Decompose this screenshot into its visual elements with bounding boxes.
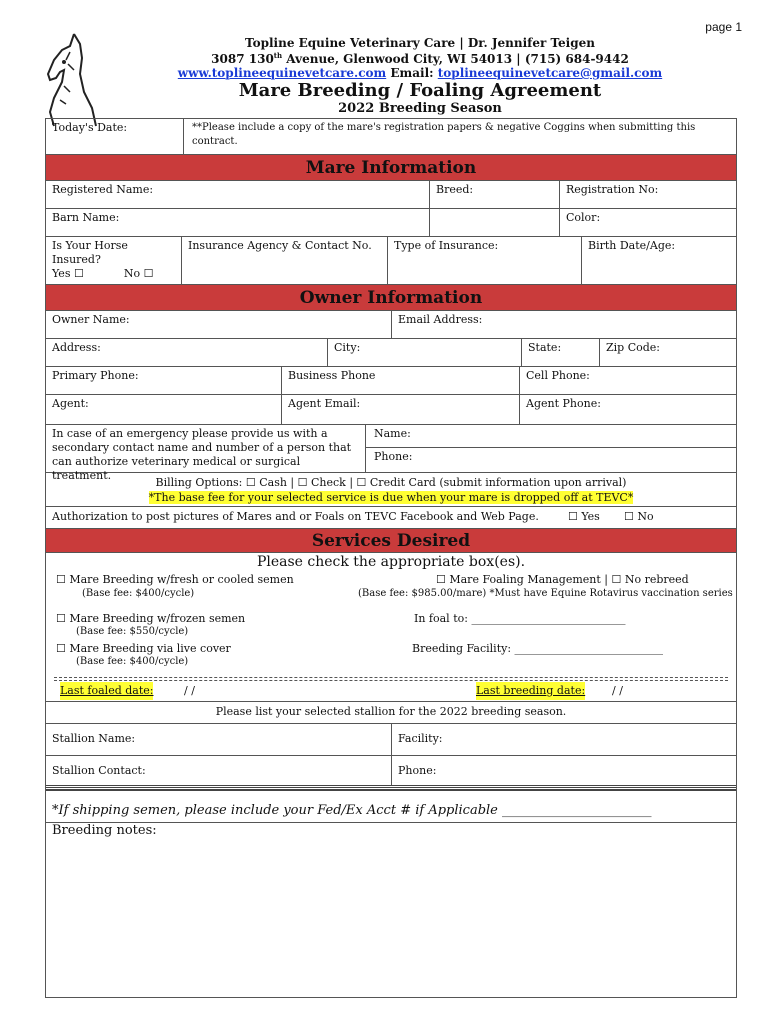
last-breeding-label: Last breeding date: xyxy=(476,682,585,700)
in-foal-to-field[interactable]: In foal to: ____________________________ xyxy=(414,612,626,625)
email-link[interactable]: toplineequinevetcare@gmail.com xyxy=(437,66,663,80)
dashed-divider xyxy=(54,677,728,678)
auth-no-checkbox[interactable]: ☐ No xyxy=(624,510,654,523)
stallion-facility-field[interactable]: Facility: xyxy=(398,732,443,745)
cell-phone-field[interactable]: Cell Phone: xyxy=(526,369,590,382)
breed-field[interactable]: Breed: xyxy=(430,181,560,208)
color-field[interactable]: Color: xyxy=(566,211,601,224)
last-breeding-field[interactable]: / / xyxy=(612,684,623,697)
stallion-prompt: Please list your selected stallion for the 2022 breeding season. xyxy=(46,702,736,724)
services-block xyxy=(46,553,736,695)
mare-row-1 xyxy=(46,181,736,209)
registration-no-field[interactable]: Registration No: xyxy=(566,183,659,196)
todays-date-field[interactable]: Today's Date: xyxy=(46,119,184,154)
authorization-row xyxy=(46,507,736,529)
owner-row-4 xyxy=(46,395,736,425)
registered-name-field[interactable]: Registered Name: xyxy=(46,181,430,208)
foaling-fee: (Base fee: $985.00/mare) *Must have Equine Rotavirus vaccination series xyxy=(358,588,733,599)
mare-row-3 xyxy=(46,237,736,285)
agreement-form xyxy=(45,118,737,998)
last-foaled-field[interactable]: / / xyxy=(184,684,195,697)
city-field[interactable]: City: xyxy=(328,339,522,366)
state-field[interactable]: State: xyxy=(522,339,600,366)
clinic-address: 3087 130th Avenue, Glenwood City, WI 54013 | (715) 684-9442 xyxy=(211,51,629,66)
fresh-semen-checkbox[interactable]: ☐ Mare Breeding w/fresh or cooled semen xyxy=(56,573,294,586)
agent-field[interactable]: Agent: xyxy=(46,395,282,424)
owner-info-heading: Owner Information xyxy=(46,285,736,311)
shipping-note[interactable]: *If shipping semen, please include your Fed/Ex Acct # if Applicable _______________________ xyxy=(46,799,736,823)
services-heading: Services Desired xyxy=(46,529,736,553)
primary-phone-field[interactable]: Primary Phone: xyxy=(46,367,282,394)
website-link[interactable]: www.toplineequinevetcare.com xyxy=(177,66,387,80)
horse-head-logo xyxy=(40,30,98,130)
form-subtitle: 2022 Breeding Season xyxy=(338,101,502,116)
birth-date-field[interactable]: Birth Date/Age: xyxy=(588,239,676,252)
agent-phone-field[interactable]: Agent Phone: xyxy=(526,397,601,410)
insured-no-checkbox[interactable]: No ☐ xyxy=(123,267,154,280)
emergency-row xyxy=(46,425,736,482)
stallion-contact-field[interactable]: Stallion Contact: xyxy=(46,756,392,785)
page-number: page 1 xyxy=(705,20,742,34)
registration-note: **Please include a copy of the mare's registration papers & negative Coggins when submitting this contract. xyxy=(192,122,696,147)
auth-yes-checkbox[interactable]: ☐ Yes xyxy=(568,510,600,523)
email-address-field[interactable]: Email Address: xyxy=(398,313,483,326)
billing-row xyxy=(46,473,736,507)
stallion-row-1 xyxy=(46,724,736,756)
form-title: Mare Breeding / Foaling Agreement xyxy=(238,80,602,101)
clinic-name: Topline Equine Veterinary Care | Dr. Jennifer Teigen xyxy=(245,36,595,50)
live-cover-fee: (Base fee: $400/cycle) xyxy=(76,656,189,667)
mare-info-heading: Mare Information xyxy=(46,155,736,181)
address-field[interactable]: Address: xyxy=(46,339,328,366)
stallion-row-2 xyxy=(46,756,736,788)
emergency-name-field[interactable]: Name: xyxy=(366,425,736,448)
live-cover-checkbox[interactable]: ☐ Mare Breeding via live cover xyxy=(56,642,231,655)
stallion-name-field[interactable]: Stallion Name: xyxy=(46,724,392,755)
frozen-semen-checkbox[interactable]: ☐ Mare Breeding w/frozen semen xyxy=(56,612,246,625)
owner-row-2 xyxy=(46,339,736,367)
barn-name-field[interactable]: Barn Name: xyxy=(46,209,430,236)
emergency-phone-field[interactable]: Phone: xyxy=(374,450,413,463)
business-phone-field[interactable]: Business Phone xyxy=(282,367,520,394)
insured-question: Is Your Horse Insured? Yes ☐ No ☐ xyxy=(46,237,182,284)
breeding-notes-area[interactable] xyxy=(46,841,736,997)
base-fee-note: *The base fee for your selected service is due when your mare is dropped off at TEVC* xyxy=(148,491,634,504)
insurance-type-field[interactable]: Type of Insurance: xyxy=(388,237,582,284)
billing-options[interactable]: Billing Options: ☐ Cash | ☐ Check | ☐ Credit Card (submit information upon arrival) xyxy=(155,476,627,489)
fresh-semen-fee: (Base fee: $400/cycle) xyxy=(82,588,195,599)
insured-yes-checkbox[interactable]: Yes ☐ xyxy=(52,267,84,280)
last-foaled-label: Last foaled date: xyxy=(60,682,153,700)
services-instruction: Please check the appropriate box(es). xyxy=(256,554,526,570)
authorization-text: Authorization to post pictures of Mares and or Foals on TEVC Facebook and Web Page. xyxy=(52,510,539,523)
emergency-instructions: In case of an emergency please provide us with a secondary contact name and number of a person that can authorize veterinary medical or surgical treatment. xyxy=(46,425,366,472)
intro-row xyxy=(46,119,736,155)
mare-row-2 xyxy=(46,209,736,237)
owner-name-field[interactable]: Owner Name: xyxy=(46,311,392,338)
frozen-semen-fee: (Base fee: $550/cycle) xyxy=(76,626,189,637)
stallion-phone-field[interactable]: Phone: xyxy=(398,764,437,777)
owner-row-3 xyxy=(46,367,736,395)
insurance-agency-field[interactable]: Insurance Agency & Contact No. xyxy=(182,237,388,284)
clinic-contact: www.toplineequinevetcare.com Email: toplineequinevetcare@gmail.com xyxy=(177,66,663,80)
breeding-notes-label: Breeding notes: xyxy=(52,823,157,838)
zip-field[interactable]: Zip Code: xyxy=(606,341,660,354)
dates-row xyxy=(46,682,736,702)
agent-email-field[interactable]: Agent Email: xyxy=(282,395,520,424)
breeding-facility-field[interactable]: Breeding Facility: ___________________________ xyxy=(412,642,664,655)
owner-row-1 xyxy=(46,311,736,339)
foaling-checkbox[interactable]: ☐ Mare Foaling Management | ☐ No rebreed xyxy=(436,573,689,586)
